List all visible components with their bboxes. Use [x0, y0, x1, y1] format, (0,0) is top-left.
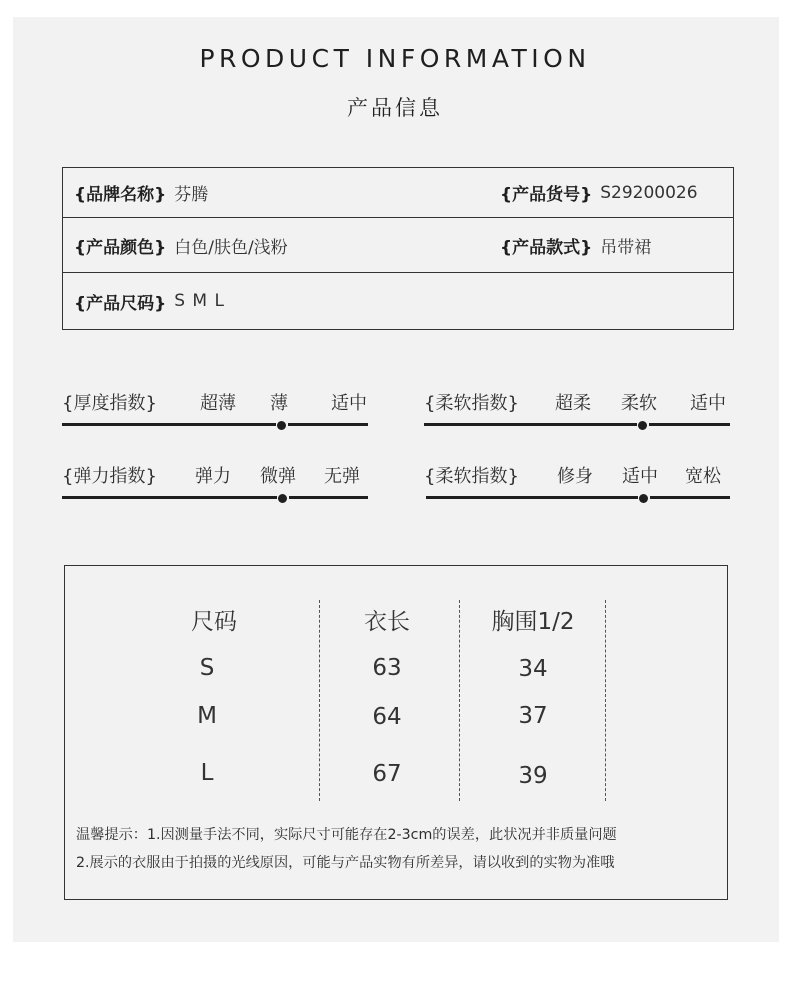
cell-size: M: [197, 703, 217, 729]
elasticity-index-label: {弹力指数}: [62, 466, 157, 487]
title-chinese: 产品信息: [347, 96, 443, 120]
cell-length: 67: [372, 761, 402, 787]
fit-index-label: {柔软指数}: [424, 466, 519, 487]
brand-cell: [74, 168, 208, 217]
elasticity-option-none: 无弹: [324, 466, 360, 487]
softness-option-ultra-soft: 超柔: [555, 393, 591, 414]
softness-index: [424, 389, 734, 433]
cell-size: L: [200, 760, 214, 786]
size-cell: [74, 273, 225, 329]
fit-track: [426, 496, 730, 499]
product-info-table: [62, 167, 734, 330]
cell-length: 64: [372, 704, 402, 730]
sku-value: S29200026: [600, 182, 698, 203]
thickness-indicator-dot: [277, 421, 286, 430]
info-row: [63, 168, 733, 218]
elasticity-option-slight: 微弹: [260, 466, 296, 487]
note-line-2: 2.展示的衣服由于拍摄的光线原因，可能与产品实物有所差异，请以收到的实物为准哦: [76, 855, 615, 871]
column-divider: [605, 600, 606, 801]
brand-value: 芬腾: [174, 185, 209, 205]
style-cell: [500, 218, 651, 272]
thickness-index: [62, 389, 372, 433]
cell-bust: 39: [518, 763, 548, 789]
softness-indicator-dot: [638, 421, 647, 430]
fit-option-slim: 修身: [557, 466, 593, 487]
color-cell: [74, 218, 288, 272]
thickness-option-ultra-thin: 超薄: [200, 393, 236, 414]
fit-index: [424, 462, 734, 506]
size-label: {产品尺码}: [74, 293, 167, 314]
softness-option-soft: 柔软: [621, 393, 657, 414]
softness-index-label: {柔软指数}: [424, 393, 519, 414]
size-value: S M L: [174, 291, 225, 311]
cell-bust: 37: [518, 703, 548, 729]
thickness-option-medium: 适中: [331, 393, 367, 414]
sku-label: {产品货号}: [500, 185, 593, 205]
thickness-track: [62, 423, 368, 426]
thickness-option-thin: 薄: [270, 393, 288, 414]
elasticity-option-elastic: 弹力: [195, 466, 231, 487]
note-line-1: 温馨提示：1.因测量手法不同，实际尺寸可能存在2-3cm的误差，此状况并非质量问题: [76, 827, 617, 843]
color-label: {产品颜色}: [74, 237, 167, 258]
style-value: 吊带裙: [600, 237, 652, 258]
info-row: [63, 218, 733, 273]
cell-bust: 34: [518, 656, 548, 682]
softness-track: [424, 423, 730, 426]
header-size: 尺码: [191, 609, 237, 635]
column-divider: [459, 600, 460, 801]
elasticity-indicator-dot: [278, 494, 287, 503]
elasticity-track: [62, 496, 368, 499]
brand-label: {品牌名称}: [74, 185, 167, 205]
column-divider: [319, 600, 320, 801]
thickness-index-label: {厚度指数}: [62, 393, 157, 414]
style-label: {产品款式}: [500, 237, 593, 258]
color-value: 白色/肤色/浅粉: [174, 237, 288, 258]
fit-indicator-dot: [639, 494, 648, 503]
header-length: 衣长: [364, 609, 410, 635]
header-bust: 胸围1/2: [491, 609, 575, 635]
cell-length: 63: [372, 655, 402, 681]
title-english: PRODUCT INFORMATION: [199, 44, 591, 73]
elasticity-index: [62, 462, 372, 506]
cell-size: S: [199, 655, 215, 681]
fit-option-loose: 宽松: [685, 466, 721, 487]
fit-option-regular: 适中: [622, 466, 658, 487]
sku-cell: [500, 168, 698, 217]
info-row: [63, 273, 733, 329]
softness-option-medium: 适中: [690, 393, 726, 414]
